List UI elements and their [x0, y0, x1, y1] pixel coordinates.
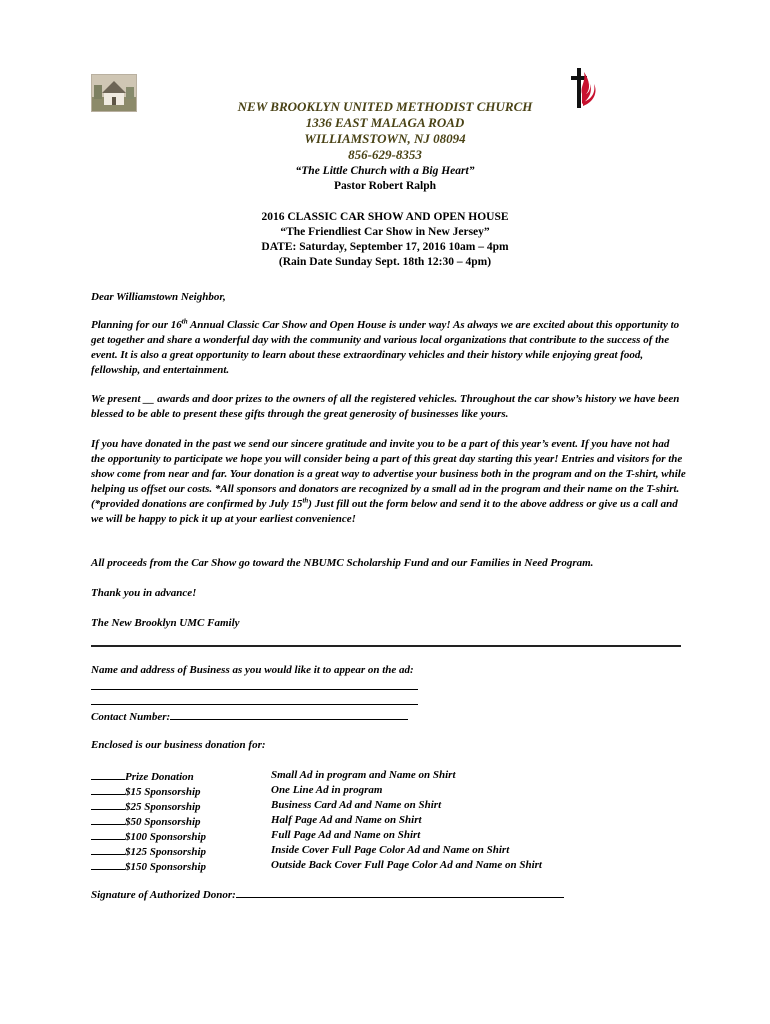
salutation: Dear Williamstown Neighbor, — [91, 291, 226, 303]
event-slogan: “The Friendliest Car Show in New Jersey” — [280, 226, 490, 238]
donation-option: Prize Donation Small Ad in program and Name on Shirt — [91, 768, 542, 783]
church-tagline: “The Little Church with a Big Heart” — [295, 165, 475, 177]
church-street: 1336 EAST MALAGA ROAD — [305, 115, 465, 130]
church-phone: 856-629-8353 — [348, 147, 422, 162]
event-rain-date: (Rain Date Sunday Sept. 18th 12:30 – 4pm) — [278, 256, 492, 268]
pastor-name: Pastor Robert Ralph — [333, 180, 436, 192]
church-name: NEW BROOKLYN UNITED METHODIST CHURCH — [237, 99, 533, 114]
donation-option: $50 Sponsorship Half Page Ad and Name on Shirt — [91, 813, 542, 828]
donation-option: $25 Sponsorship Business Card Ad and Name on Shirt — [91, 798, 542, 813]
paragraph-proceeds: All proceeds from the Car Show go toward the NBUMC Scholarship Fund and our Families in Need Program. — [91, 557, 594, 569]
donation-options — [91, 768, 542, 873]
donation-label: Enclosed is our business donation for: — [91, 739, 266, 751]
paragraph-intro: Planning for our 16th Annual Classic Car Show and Open House is under way! As always we are excited about this opportunity to get together and share a wonderful day with the community and various local organizations that contribute to the success of the event. It is also a great opportunity to learn about these extraordinary vehicles and their history while enjoying great food, fellowship, and entertainment. — [91, 317, 680, 376]
option-checkbox-line[interactable] — [91, 768, 125, 780]
event-title: 2016 CLASSIC CAR SHOW AND OPEN HOUSE — [261, 211, 509, 223]
signature-field[interactable] — [236, 886, 564, 898]
donation-option: $125 Sponsorship Inside Cover Full Page Color Ad and Name on Shirt — [91, 843, 542, 858]
donation-option: $100 Sponsorship Full Page Ad and Name on Shirt — [91, 828, 542, 843]
church-city: WILLIAMSTOWN, NJ 08094 — [304, 131, 466, 146]
option-checkbox-line[interactable] — [91, 813, 125, 825]
option-checkbox-line[interactable] — [91, 783, 125, 795]
option-checkbox-line[interactable] — [91, 843, 125, 855]
event-date: DATE: Saturday, September 17, 2016 10am – 4pm — [261, 241, 509, 253]
signature-row — [91, 886, 564, 903]
contact-number-field[interactable] — [170, 708, 408, 720]
option-checkbox-line[interactable] — [91, 858, 125, 870]
contact-number-row — [91, 708, 408, 725]
thank-you: Thank you in advance! — [91, 587, 197, 599]
option-checkbox-line[interactable] — [91, 828, 125, 840]
donation-option: $15 Sponsorship One Line Ad in program — [91, 783, 542, 798]
signature-label: Signature of Authorized Donor: — [91, 889, 236, 901]
divider — [91, 645, 681, 647]
name-address-label: Name and address of Business as you would like it to appear on the ad: — [91, 664, 414, 676]
paragraph-invitation: If you have donated in the past we send our sincere gratitude and invite you to be a part of this year’s event. If you have not had the opportunity to participate we hope you will consider being a part of this great day starting this year! Entries and visitors for the show come from near and far. Your donation is a great way to advertise your business both in the program and on the T-shirt, while helping us offset our costs. *All sponsors and donators are recognized by a small ad in the program and their name on the T-shirt. (*provided donations are confirmed by July 15th) Just fill out the form below and send it to the above address or give us a call and we will be happy to pick it up at your earliest convenience! — [91, 438, 686, 525]
donation-option: $150 Sponsorship Outside Back Cover Full Page Color Ad and Name on Shirt — [91, 858, 542, 873]
contact-number-label: Contact Number: — [91, 711, 171, 723]
closing: The New Brooklyn UMC Family — [91, 617, 240, 629]
option-checkbox-line[interactable] — [91, 798, 125, 810]
paragraph-awards: We present __ awards and door prizes to the owners of all the registered vehicles. Throughout the car show’s history we have been blessed to be able to present these gifts through the great generosity of businesses like yours. — [91, 393, 680, 420]
